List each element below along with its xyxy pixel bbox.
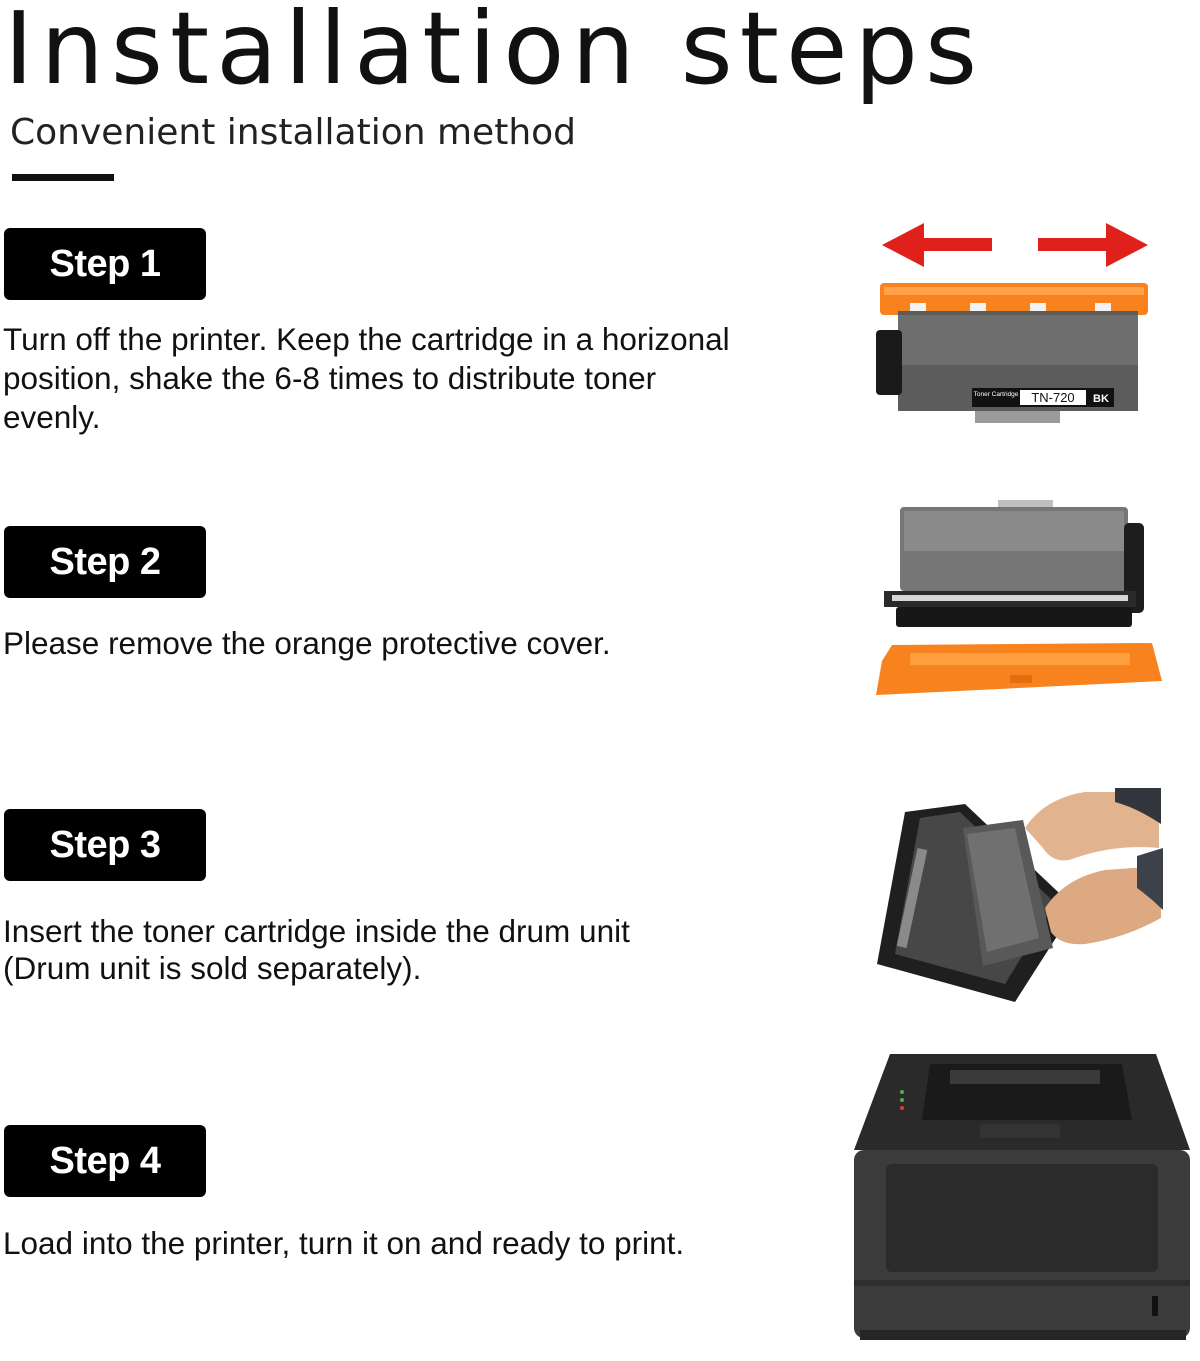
step-4-badge: Step 4 [4, 1125, 206, 1197]
cartridge-small-label: Toner Cartridge [973, 391, 1019, 398]
cartridge-model-label: TN-720 [1031, 390, 1075, 405]
step-4-description: Load into the printer, turn it on and ready to print. [3, 1225, 685, 1261]
page-title: Installation steps [4, 0, 985, 107]
title-underline [12, 174, 114, 181]
shake-cartridge-illustration [870, 215, 1160, 430]
step-3-description: Insert the toner cartridge inside the drum unit (Drum unit is sold separately). [3, 913, 630, 986]
step-2-description: Please remove the orange protective cover. [3, 625, 611, 661]
step-1-description: Turn off the printer. Keep the cartridge in a horizonal position, shake the 6-8 times to distribute toner evenly. [3, 321, 730, 435]
step-1-badge: Step 1 [4, 228, 206, 300]
step-3-badge: Step 3 [4, 809, 206, 881]
cartridge-color-code: BK [1093, 393, 1109, 405]
page-subtitle: Convenient installation method [10, 112, 577, 153]
step-2-badge: Step 2 [4, 526, 206, 598]
right-arrow-icon [1038, 223, 1148, 267]
insert-toner-illustration [875, 788, 1165, 1010]
left-arrow-icon [882, 223, 992, 267]
remove-cover-illustration [870, 495, 1170, 705]
printer-illustration [850, 1050, 1195, 1350]
